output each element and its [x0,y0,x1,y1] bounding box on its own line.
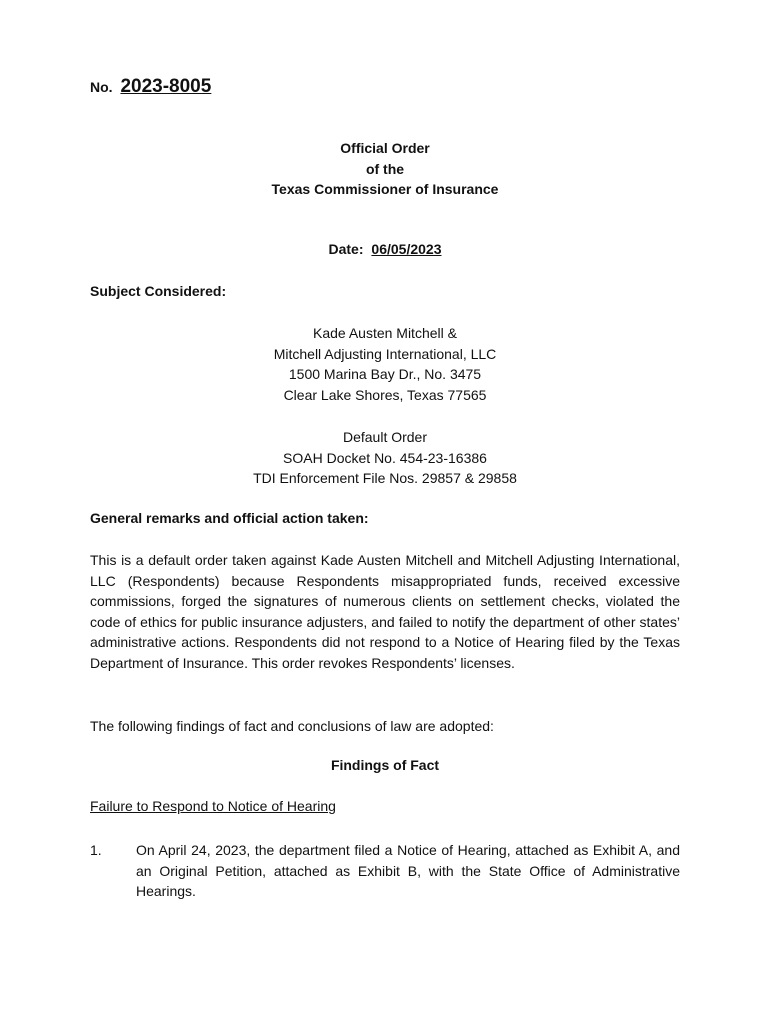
date-label: Date: [328,241,364,257]
remarks-paragraph: This is a default order taken against Kade Austen Mitchell and Mitchell Adjusting International, LLC (Respondents) because Respondents misappropriated funds, received excessive commissions, forged the signatures of numerous clients on settlement checks, violated the code of ethics for public insurance adjusters, and failed to notify the department of other states’ administrative actions. Respondents did not respond to a Notice of Hearing filed by the Texas Department of Insurance. This order revokes Respondents’ licenses. [90,552,680,671]
order-info-line: Default Order [342,429,428,445]
order-number-line [90,76,211,98]
findings-subheading: Failure to Respond to Notice of Hearing [90,798,336,814]
title-line-2: of the [365,160,405,177]
finding-number: 1. [90,842,102,858]
document-title [90,138,680,200]
remarks-heading: General remarks and official action taken: [90,510,369,526]
finding-text: On April 24, 2023, the department filed a Notice of Hearing, attached as Exhibit A, and an Original Petition, attached as Exhibit B, with the State Office of Administrative Hearings. [136,842,680,900]
address-line: Kade Austen Mitchell & [313,325,457,341]
title-line-3: Texas Commissioner of Insurance [271,181,499,197]
subject-heading: Subject Considered: [90,283,227,299]
date-line [90,241,680,257]
address-line: Clear Lake Shores, Texas 77565 [283,386,487,403]
address-line: 1500 Marina Bay Dr., No. 3475 [288,366,482,382]
order-info [90,427,680,489]
address-line: Mitchell Adjusting International, LLC [273,345,497,362]
adoption-paragraph: The following findings of fact and conclusions of law are adopted: [90,718,494,734]
order-info-line: SOAH Docket No. 454-23-16386 [283,449,487,466]
findings-heading: Findings of Fact [330,757,440,773]
order-info-line: TDI Enforcement File Nos. 29857 & 29858 [253,470,517,486]
respondent-address [90,323,680,405]
order-number-label: No. [90,79,113,95]
date-value: 06/05/2023 [371,241,442,257]
title-line-1: Official Order [340,140,430,156]
finding-item [90,840,680,902]
order-number: 2023-8005 [120,76,212,97]
